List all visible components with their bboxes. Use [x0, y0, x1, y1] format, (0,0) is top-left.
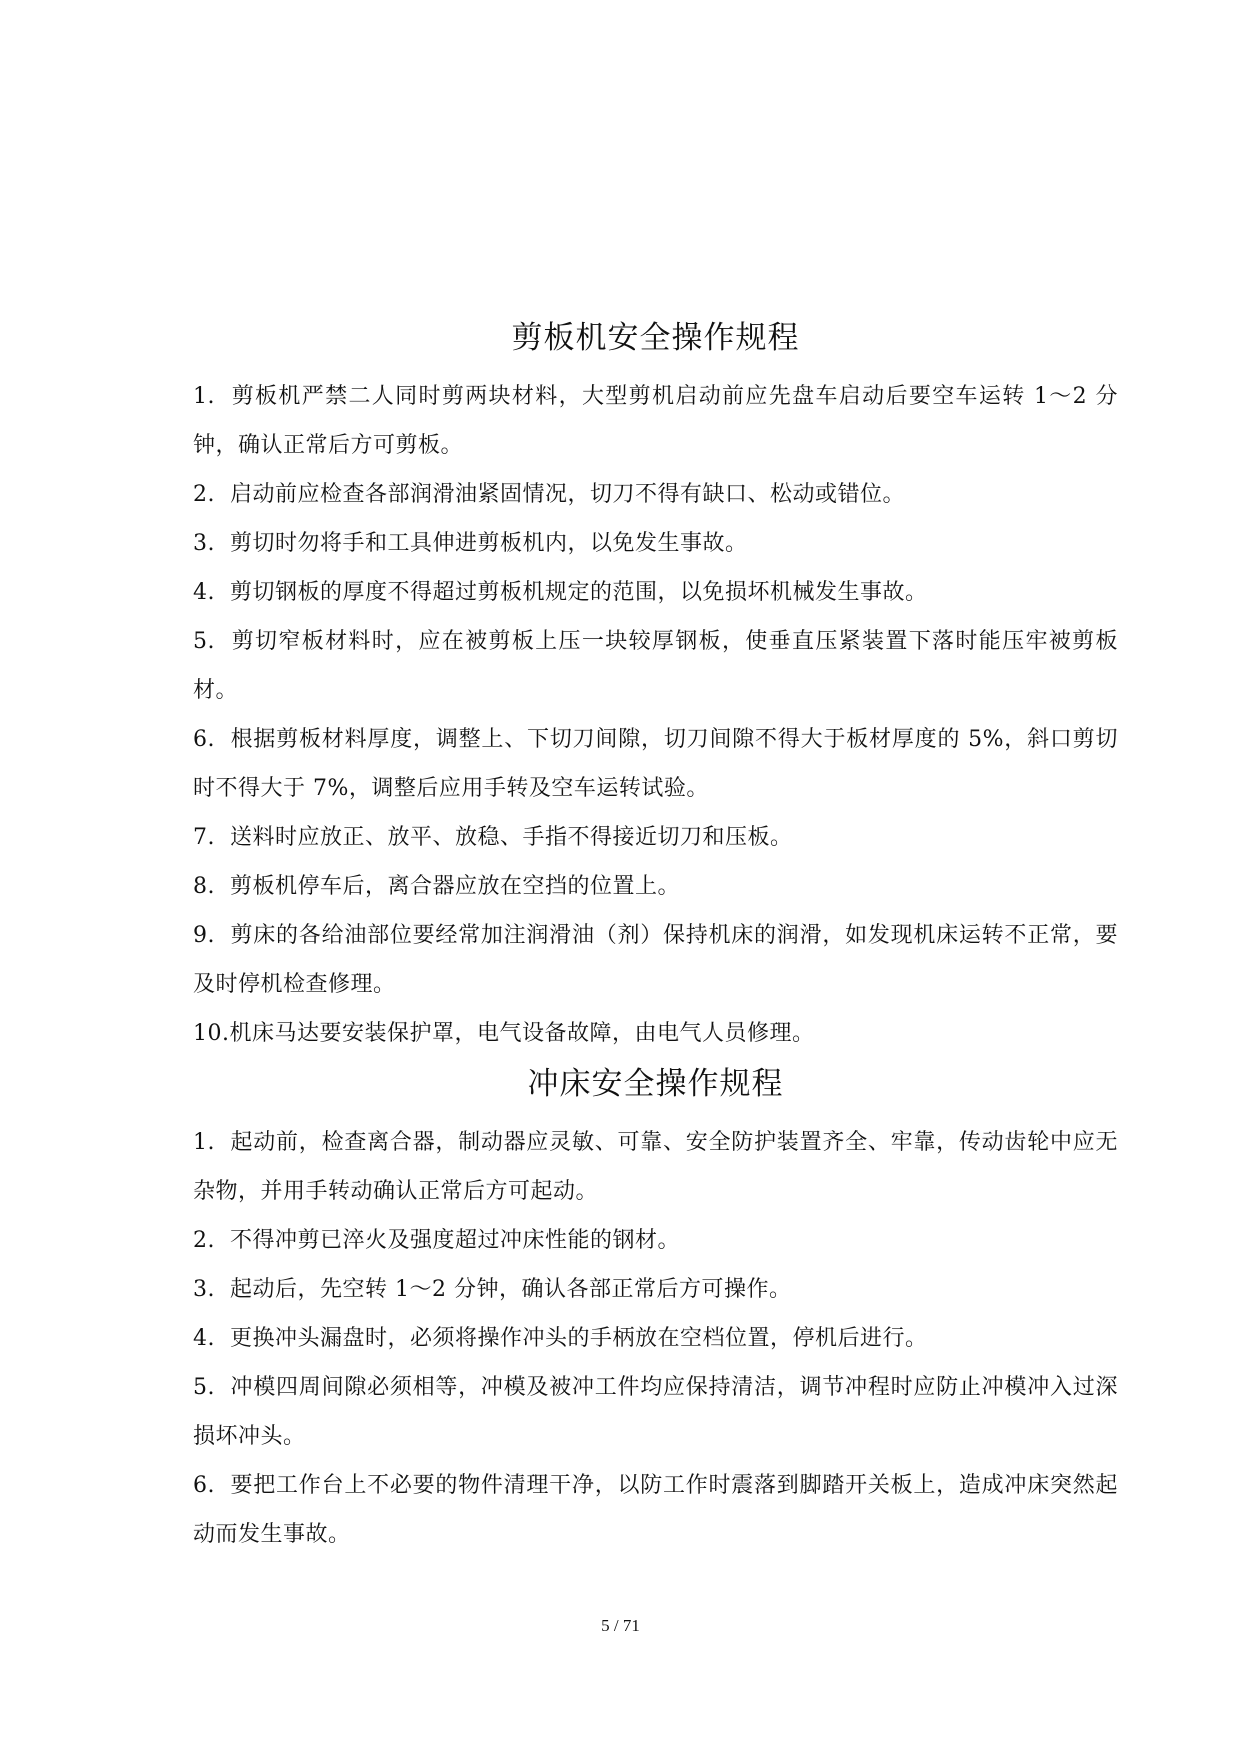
rule-text: 起动后，先空转 1～2 分钟，确认各部正常后方可操作。 — [230, 1277, 792, 1302]
rule-item — [193, 617, 1118, 715]
rule-text: 起动前，检查离合器，制动器应灵敏、可靠、安全防护装置齐全、牢靠，传动齿轮中应无杂物，并用手转动确认正常后方可起动。 — [193, 1130, 1118, 1204]
section-title-punch-press: 冲床安全操作规程 — [527, 1066, 784, 1102]
rule-item — [193, 862, 1118, 911]
rule-number: 6. — [193, 727, 215, 752]
rule-text: 剪切钢板的厚度不得超过剪板机规定的范围，以免损坏机械发生事故。 — [230, 580, 928, 605]
rule-number: 6. — [193, 1473, 215, 1498]
rule-number: 3. — [193, 531, 215, 556]
rule-number: 2. — [193, 1228, 215, 1253]
rule-number: 8. — [193, 874, 215, 899]
rule-item — [193, 1461, 1118, 1559]
document-content — [193, 316, 1118, 1559]
rule-text: 更换冲头漏盘时，必须将操作冲头的手柄放在空档位置，停机后进行。 — [230, 1326, 928, 1351]
rule-number: 10. — [193, 1021, 230, 1046]
rule-number: 1. — [193, 1130, 215, 1155]
rule-text: 不得冲剪已淬火及强度超过冲床性能的钢材。 — [230, 1228, 681, 1253]
rule-item — [193, 1363, 1118, 1461]
rule-text: 剪板机停车后，离合器应放在空挡的位置上。 — [230, 874, 681, 899]
rule-item — [193, 911, 1118, 1009]
rule-item — [193, 1314, 1118, 1363]
rules-list-punch-press — [193, 1118, 1118, 1559]
rule-text: 送料时应放正、放平、放稳、手指不得接近切刀和压板。 — [230, 825, 793, 850]
rule-text: 机床马达要安装保护罩，电气设备故障，由电气人员修理。 — [229, 1021, 815, 1046]
rule-text: 根据剪板材料厚度，调整上、下切刀间隙，切刀间隙不得大于板材厚度的 5%，斜口剪切时不得大于 7%，调整后应用手转及空车运转试验。 — [193, 727, 1118, 801]
rule-item — [193, 1118, 1118, 1216]
rule-text: 剪切窄板材料时，应在被剪板上压一块较厚钢板，使垂直压紧装置下落时能压牢被剪板材。 — [193, 629, 1118, 703]
rule-text: 剪板机严禁二人同时剪两块材料，大型剪机启动前应先盘车启动后要空车运转 1～2 分钟，确认正常后方可剪板。 — [193, 384, 1118, 458]
rule-number: 4. — [193, 580, 215, 605]
rule-number: 9. — [193, 923, 215, 948]
rule-item — [193, 1265, 1118, 1314]
rule-item — [193, 1216, 1118, 1265]
rule-item — [193, 470, 1118, 519]
rule-item — [193, 519, 1118, 568]
section-title-shearing: 剪板机安全操作规程 — [511, 320, 800, 356]
rule-number: 7. — [193, 825, 215, 850]
rule-item — [193, 372, 1118, 470]
rule-text: 要把工作台上不必要的物件清理干净，以防工作时震落到脚踏开关板上，造成冲床突然起动而发生事故。 — [193, 1473, 1118, 1547]
rules-list-shearing — [193, 372, 1118, 1058]
rule-text: 启动前应检查各部润滑油紧固情况，切刀不得有缺口、松动或错位。 — [230, 482, 906, 507]
rule-item — [193, 1009, 1118, 1058]
rule-number: 1. — [193, 384, 215, 409]
rule-number: 5. — [193, 1375, 215, 1400]
rule-number: 3. — [193, 1277, 215, 1302]
rule-text: 剪切时勿将手和工具伸进剪板机内，以免发生事故。 — [230, 531, 748, 556]
rule-number: 4. — [193, 1326, 215, 1351]
rule-text: 冲模四周间隙必须相等，冲模及被冲工件均应保持清洁，调节冲程时应防止冲模冲入过深损坏冲头。 — [193, 1375, 1118, 1449]
rule-text: 剪床的各给油部位要经常加注润滑油（剂）保持机床的润滑，如发现机床运转不正常，要及时停机检查修理。 — [193, 923, 1118, 997]
rule-number: 2. — [193, 482, 215, 507]
page-number: 5 / 71 — [601, 1616, 640, 1635]
rule-item — [193, 568, 1118, 617]
rule-number: 5. — [193, 629, 215, 654]
rule-item — [193, 813, 1118, 862]
rule-item — [193, 715, 1118, 813]
